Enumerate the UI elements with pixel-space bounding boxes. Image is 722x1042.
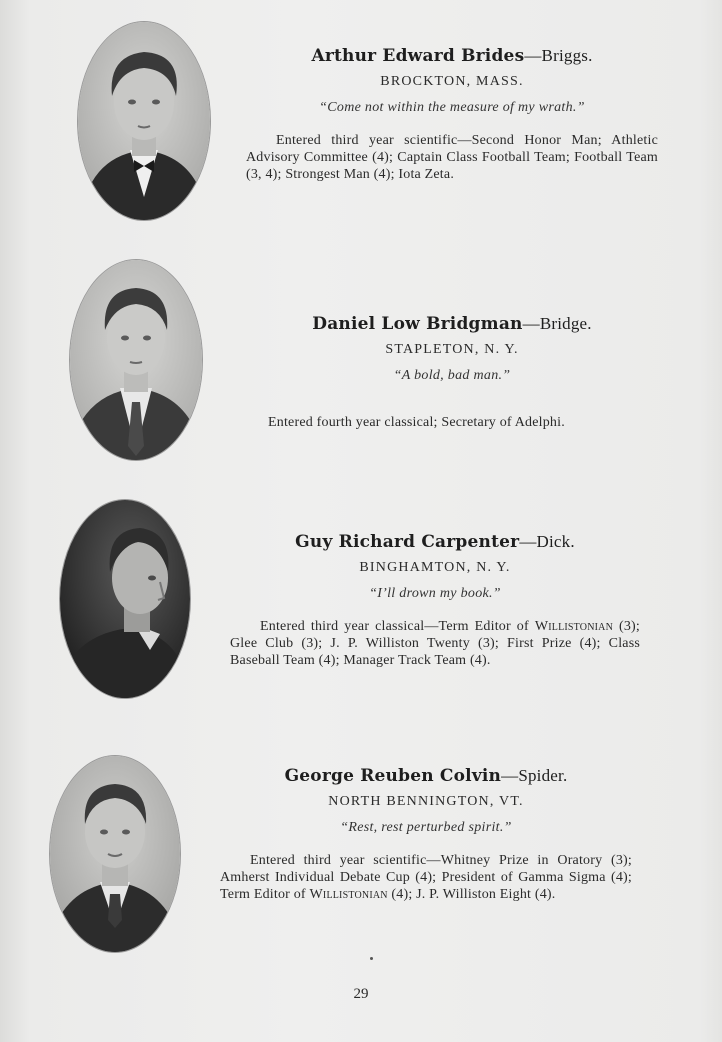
portrait-image: [50, 756, 180, 952]
record-text: Entered fourth year classical; Secretary of Adelphi.: [268, 415, 565, 430]
record-publication: Willistonian: [534, 619, 614, 634]
nickname: Bridge.: [539, 314, 592, 333]
record-text-before: Entered third year scientific—Whitney Prize in Oratory (3); Amherst Individual Debate Cup (4); President of Gamma Sigma (4); Term Editor of: [220, 853, 632, 902]
entry-text: [246, 314, 658, 431]
record-text-after: (4); J. P. Williston Eight (4).: [387, 887, 556, 902]
ink-dot: [370, 957, 373, 960]
hometown: BROCKTON, MASS.: [380, 74, 524, 89]
hometown: NORTH BENNINGTON, VT.: [328, 794, 524, 809]
quote: “Come not within the measure of my wrath.”: [319, 100, 585, 115]
record-publication: Willistonian: [309, 887, 388, 902]
record: [246, 132, 658, 183]
record: [246, 414, 658, 431]
student-name: Guy Richard Carpenter—Dick.: [295, 532, 575, 552]
hometown: STAPLETON, N. Y.: [385, 342, 519, 357]
portrait-image: [70, 260, 202, 460]
portrait-photo: [50, 756, 180, 952]
nickname: Dick.: [536, 532, 575, 551]
portrait-photo: [60, 500, 190, 698]
student-name: Daniel Low Bridgman—Bridge.: [312, 314, 592, 334]
full-name: Arthur Edward Brides: [311, 46, 525, 66]
entry-text: [246, 46, 658, 183]
student-name: Arthur Edward Brides—Briggs.: [311, 46, 593, 66]
nickname: Briggs.: [541, 46, 593, 65]
nickname: Spider.: [518, 766, 568, 785]
quote: “A bold, bad man.”: [393, 368, 511, 383]
record: [230, 618, 640, 669]
portrait-photo: [78, 22, 210, 220]
record-text-before: Entered third year classical—Term Editor of: [260, 619, 535, 634]
entry-text: [230, 532, 640, 669]
quote: “Rest, rest perturbed spirit.”: [340, 820, 512, 835]
record-text: Entered third year scientific—Second Honor Man; Athletic Advisory Committee (4); Captain Class Football Team; Football Team (3, 4); Strongest Man (4); Iota Zeta.: [246, 133, 658, 182]
student-name: George Reuben Colvin—Spider.: [284, 766, 568, 786]
record-text-after: (3); Glee Club (3); J. P. Williston Twenty (3); First Prize (4); Class Baseball Team (4); Manager Track Team (4).: [230, 619, 641, 668]
portrait-image: [60, 500, 190, 698]
portrait-photo: [70, 260, 202, 460]
full-name: George Reuben Colvin: [284, 766, 502, 786]
record: [220, 852, 632, 903]
quote: “I’ll drown my book.”: [369, 586, 501, 601]
full-name: Guy Richard Carpenter: [295, 532, 520, 552]
hometown: BINGHAMTON, N. Y.: [359, 560, 511, 575]
entry-text: [220, 766, 632, 903]
full-name: Daniel Low Bridgman: [312, 314, 523, 334]
portrait-image: [78, 22, 210, 220]
page-number: 29: [353, 986, 369, 1002]
